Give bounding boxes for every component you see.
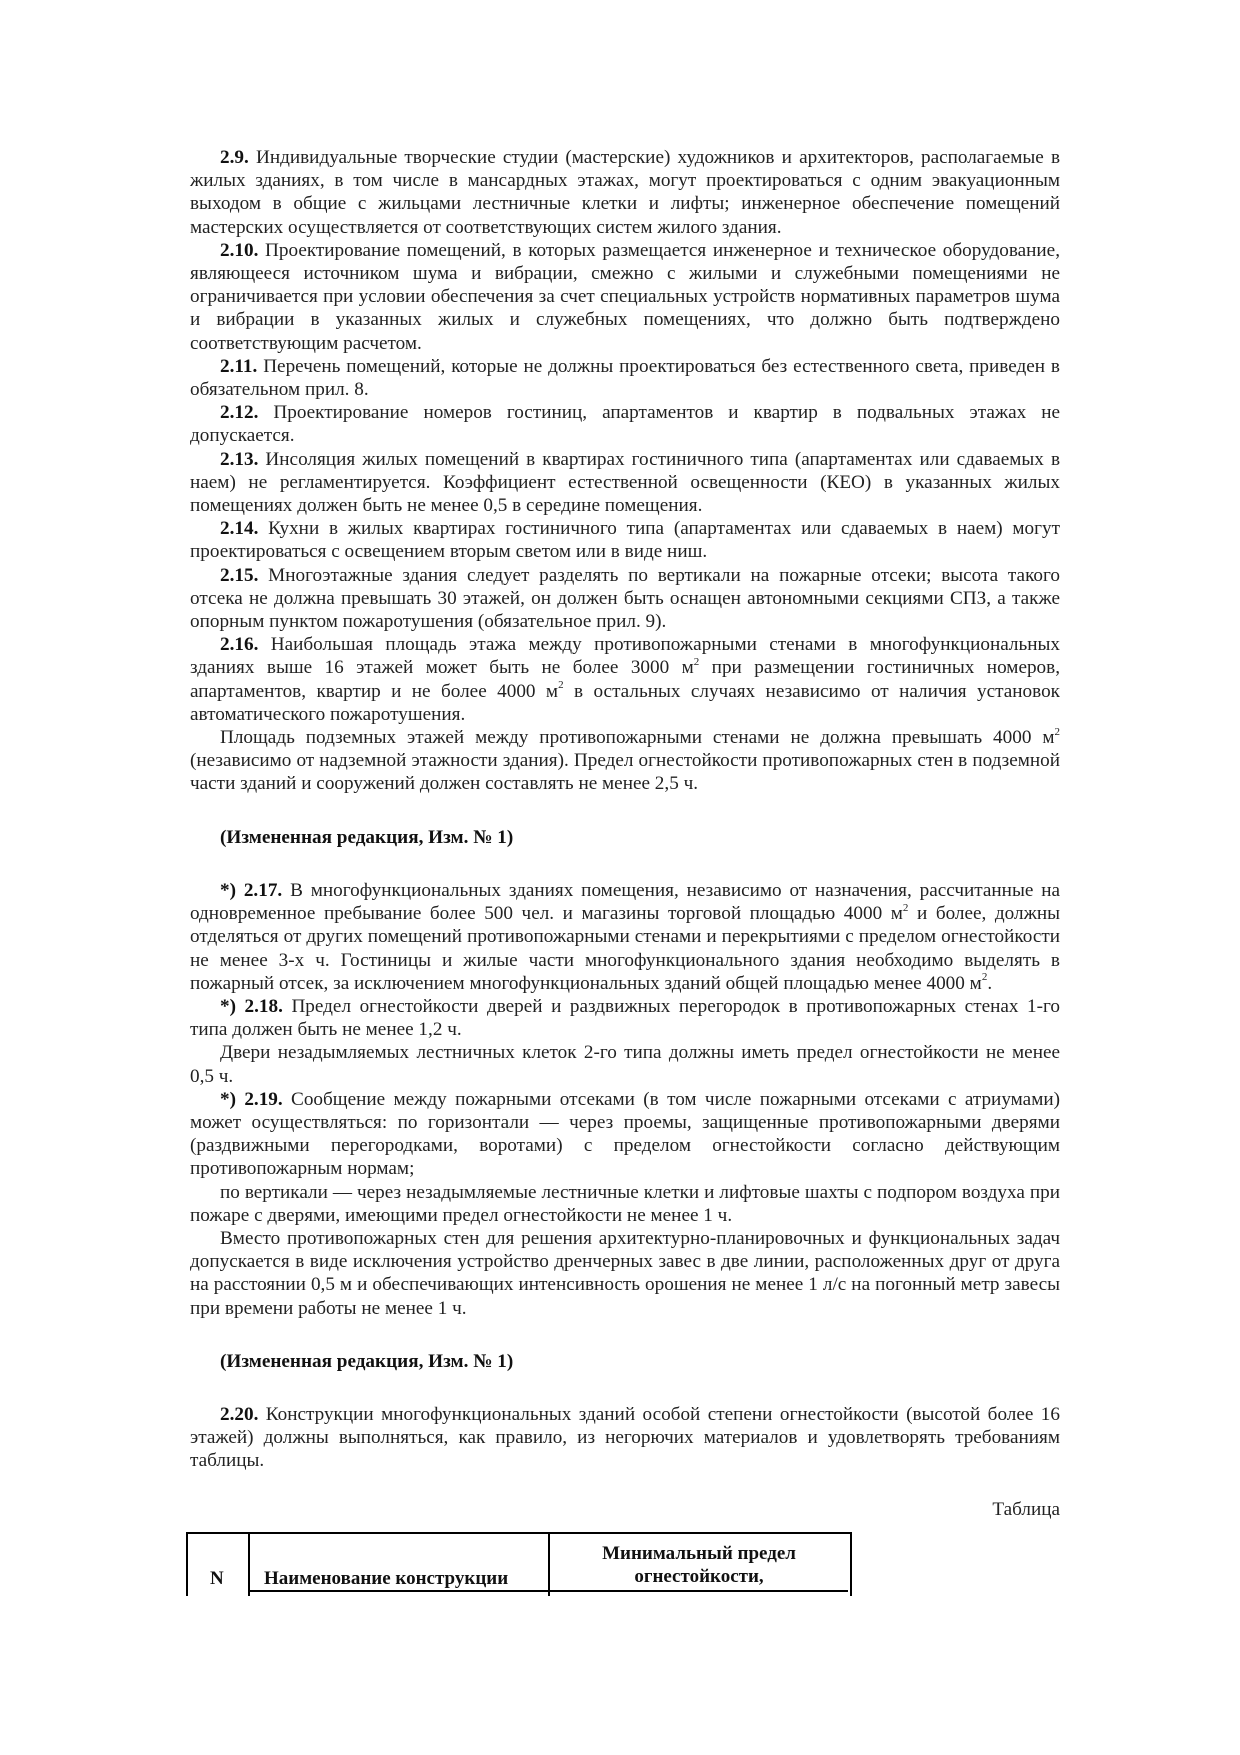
paragraph-2-9: [190, 146, 1060, 239]
clause-number: 2.15.: [220, 564, 259, 586]
superscript: 2: [693, 656, 700, 669]
clause-text: Инсоляция жилых помещений в квартирах гостиничного типа (апартаментах или сдаваемых в наем) не регламентируется. Коэффициент естественной освещенности (КЕО) в указанных жилых помещениях должен быть не менее 0,5 в середине помещения.: [190, 448, 1060, 517]
paragraph-2-19-vertical: по вертикали — через незадымляемые лестничные клетки и лифтовые шахты с подпором воздуха при пожаре с дверями, имеющими предел огнестойкости не менее 1 ч.: [190, 1181, 1060, 1226]
document-page: [190, 146, 1060, 1521]
clause-number: 2.20.: [220, 1403, 259, 1425]
clause-text: Проектирование помещений, в которых размещается инженерное и техническое оборудование, являющееся источником шума и вибрации, смежно с жилыми и служебными помещениями не ограничивается при условии обеспечения за счет специальных устройств нормативных параметров шума и вибрации в указанных жилых и служебных помещениях, что должно быть подтверждено соответствующим расчетом.: [190, 239, 1060, 354]
paragraph-2-13: [190, 448, 1060, 518]
clause-text: Индивидуальные творческие студии (мастерские) художников и архитекторов, располагаемые в жилых зданиях, в том числе в мансардных этажах, могут проектироваться с одним эвакуационным выходом в общие с жильцами лестничные клетки и лифты; инженерное обеспечение помещений мастерских осуществляется от соответствующих систем жилого здания.: [190, 147, 1060, 238]
paragraph-2-19: [190, 1088, 1060, 1181]
clause-number: 2.13.: [220, 448, 259, 470]
paragraph-2-15: [190, 564, 1060, 634]
table-header-label: Наименование конструкции: [264, 1568, 509, 1589]
amendment-note: (Измененная редакция, Изм. № 1): [220, 1350, 514, 1372]
superscript: 2: [981, 971, 988, 984]
paragraph-2-18: [190, 995, 1060, 1041]
table-header-label: Минимальный предел огнестойкости,: [602, 1543, 796, 1587]
clause-number: *) 2.18.: [220, 995, 283, 1017]
clause-number: *) 2.19.: [220, 1088, 283, 1110]
clause-text-part: Площадь подземных этажей между противопожарными стенами не должна превышать 4000 м: [220, 727, 1055, 749]
paragraph-2-14: [190, 517, 1060, 563]
constructions-table: [186, 1532, 852, 1596]
table-caption: Таблица: [992, 1498, 1060, 1520]
clause-number: 2.12.: [220, 402, 259, 424]
clause-number: 2.10.: [220, 239, 259, 261]
clause-text-part: В многофункциональных зданиях помещения, независимо от назначения, рассчитанные на одновременное пребывание более 500 чел. и магазины торговой площадью 4000 м: [190, 879, 1060, 925]
clause-text: Многоэтажные здания следует разделять по вертикали на пожарные отсеки; высота такого отсека не должна превышать 30 этажей, он должен быть оснащен автономными секциями СПЗ, а также опорным пунктом пожаротушения (обязательное прил. 9).: [190, 564, 1060, 633]
clause-number: *) 2.17.: [220, 879, 283, 901]
clause-text-part: .: [987, 972, 993, 994]
paragraph-2-11: [190, 355, 1060, 401]
amendment-note: (Измененная редакция, Изм. № 1): [220, 826, 514, 848]
clause-number: 2.16.: [220, 634, 259, 656]
clause-number: 2.11.: [220, 355, 258, 377]
table-divider: [250, 1590, 548, 1592]
clause-text-part: Наибольшая площадь этажа между противопожарными стенами в многофункциональных зданиях выше 16 этажей может быть не более 3000 м: [190, 634, 1060, 679]
paragraph-2-18-continued: Двери незадымляемых лестничных клеток 2-го типа должны иметь предел огнестойкости не менее 0,5 ч.: [190, 1042, 1060, 1087]
clause-number: 2.14.: [220, 518, 259, 540]
table-header-cell-name: [250, 1534, 550, 1596]
clause-text-part: в остальных случаях независимо от наличия установок автоматического пожаротушения.: [190, 680, 1060, 725]
clause-text: Перечень помещений, которые не должны проектироваться без естественного света, приведен в обязательном прил. 8.: [190, 355, 1060, 401]
clause-text: Предел огнестойкости дверей и раздвижных перегородок в противопожарных стенах 1-го типа должен быть не менее 1,2 ч.: [190, 995, 1060, 1041]
clause-text: Сообщение между пожарными отсеками (в том числе пожарными отсеками с атриумами) может осуществляться: по горизонтали — через проемы, защищенные противопожарными дверями (раздвижными перегородками, воротами) с пределом огнестойкости согласно действующим противопожарным нормам;: [190, 1088, 1060, 1180]
superscript: 2: [902, 901, 909, 914]
clause-text: Кухни в жилых квартирах гостиничного типа (апартаментах или сдаваемых в наем) могут проектироваться с освещением вторым светом или в виде ниш.: [190, 518, 1060, 563]
superscript: 2: [1054, 725, 1060, 738]
table-header-cell-fire-resistance: [550, 1534, 848, 1596]
clause-number: 2.9.: [220, 147, 249, 168]
paragraph-2-12: [190, 401, 1060, 447]
paragraph-2-16-continued: [190, 726, 1060, 796]
paragraph-2-10: [190, 239, 1060, 355]
clause-text: Проектирование номеров гостиниц, апартаментов и квартир в подвальных этажах не допускается.: [190, 402, 1060, 447]
paragraph-2-20: [190, 1403, 1060, 1473]
paragraph-2-16: [190, 633, 1060, 726]
table-header-cell-number: [188, 1534, 250, 1596]
paragraph-2-17: [190, 879, 1060, 995]
superscript: 2: [558, 679, 564, 692]
table-divider: [550, 1590, 848, 1592]
paragraph-2-19-drencher: Вместо противопожарных стен для решения архитектурно-планировочных и функциональных задач допускается в виде исключения устройство дренчерных завес в две линии, расположенных друг от друга на расстоянии 0,5 м и обеспечивающих интенсивность орошения не менее 1 л/с на погонный метр завесы при времени работы не менее 1 ч.: [190, 1227, 1060, 1319]
table-header-label: N: [210, 1568, 224, 1589]
clause-text: Конструкции многофункциональных зданий особой степени огнестойкости (высотой более 16 этажей) должны выполняться, как правило, из негорючих материалов и удовлетворять требованиям таблицы.: [190, 1403, 1060, 1472]
clause-text-part: при размещении гостиничных номеров, апартаментов, квартир и не более 4000 м: [190, 657, 1060, 702]
clause-text-part: (независимо от надземной этажности здания). Предел огнестойкости противопожарных стен в подземной части зданий и сооружений должен составлять не менее 2,5 ч.: [190, 750, 1060, 795]
clause-text-part: и более, должны отделяться от других помещений противопожарными стенами и перекрытиями с пределом огнестойкости не менее 3-х ч. Гостиницы и жилые части многофункционального здания необходимо выделять в пожарный отсек, за исключением многофункциональных зданий общей площадью менее 4000 м: [190, 903, 1060, 994]
